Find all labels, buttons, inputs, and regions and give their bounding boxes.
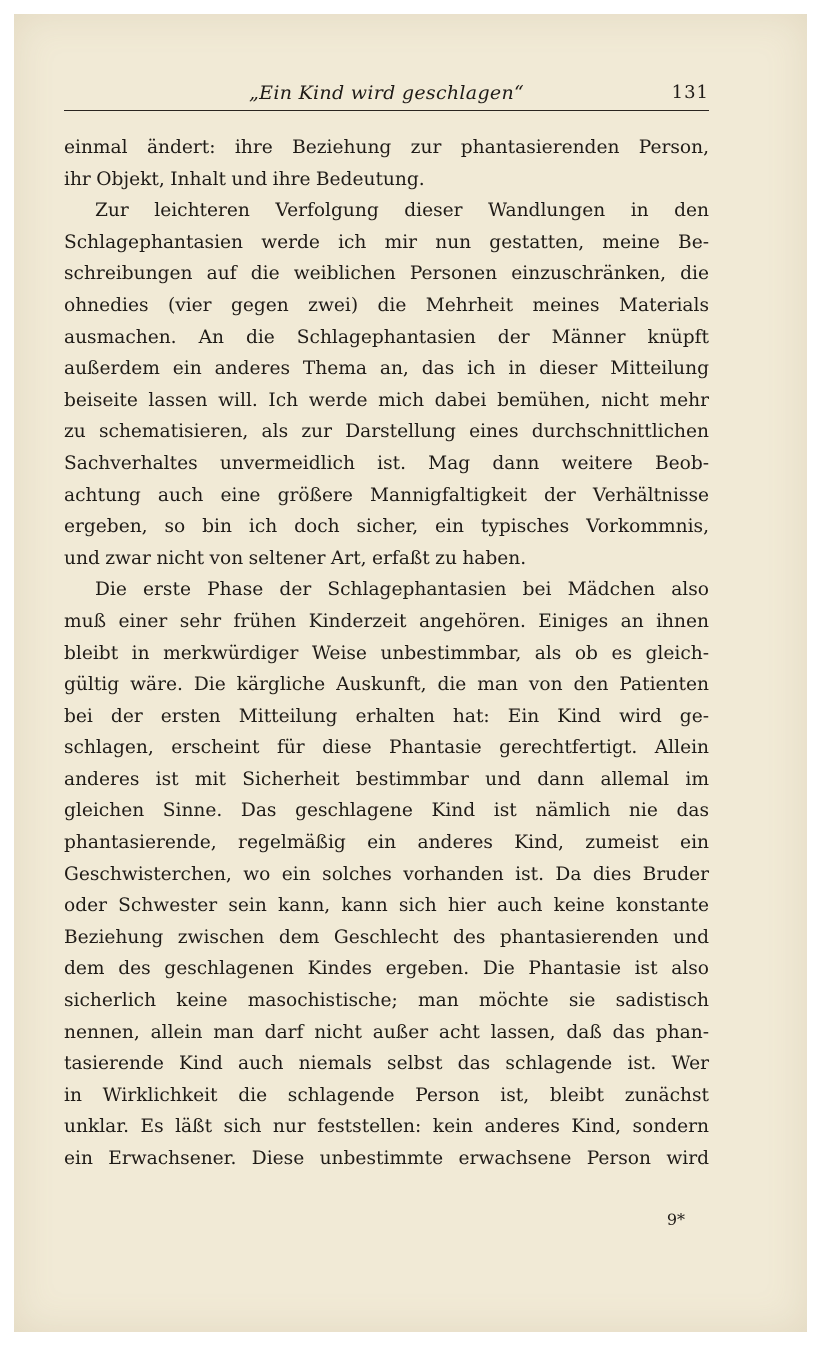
text-line: Die erste Phase der Schlagephantasien bei Mädchen also bbox=[95, 579, 709, 601]
text-line: ein Erwachsener. Diese unbestimmte erwachsene Person wird bbox=[64, 1148, 709, 1169]
text-line: und zwar nicht von seltener Art, erfaßt zu haben. bbox=[64, 547, 527, 569]
text-line: Sachverhaltes unvermeidlich ist. Mag dann weitere Beob- bbox=[64, 452, 709, 474]
text-line: ohnedies (vier gegen zwei) die Mehrheit meines Materials bbox=[64, 294, 709, 316]
text-line: achtung auch eine größere Mannigfaltigkeit der Verhältnisse bbox=[64, 484, 709, 506]
text-line: oder Schwester sein kann, kann sich hier auch keine konstante bbox=[64, 895, 709, 917]
text-line: tasierende Kind auch niemals selbst das schlagende ist. Wer bbox=[64, 1053, 709, 1075]
text-line: außerdem ein anderes Thema an, das ich in dieser Mitteilung bbox=[64, 358, 709, 380]
text-line: schreibungen auf die weiblichen Personen einzuschränken, die bbox=[64, 263, 709, 285]
text-line: einmal ändert: ihre Beziehung zur phantasierenden Person, bbox=[64, 137, 709, 158]
text-line: anderes ist mit Sicherheit bestimmbar und dann allemal im bbox=[64, 768, 709, 790]
text-line: in Wirklichkeit die schlagende Person ist, bleibt zunächst bbox=[64, 1084, 709, 1106]
text-line: phantasierende, regelmäßig ein anderes Kind, zumeist ein bbox=[64, 832, 709, 854]
text-line: sicherlich keine masochistische; man möchte sie sadistisch bbox=[64, 990, 709, 1012]
page-number: 131 bbox=[671, 82, 709, 103]
book-page bbox=[14, 14, 807, 1332]
text-line: ausmachen. An die Schlagephantasien der Männer knüpft bbox=[64, 326, 709, 348]
text-line: Geschwisterchen, wo ein solches vorhanden ist. Da dies Bruder bbox=[64, 863, 709, 885]
text-line: ergeben, so bin ich doch sicher, ein typisches Vorkommnis, bbox=[64, 516, 709, 538]
text-line: Beziehung zwischen dem Geschlecht des phantasierenden und bbox=[64, 926, 709, 948]
text-line: bei der ersten Mitteilung erhalten hat: Ein Kind wird ge- bbox=[64, 705, 709, 727]
running-title: „Ein Kind wird geschlagen“ bbox=[249, 82, 524, 104]
text-line: zu schematisieren, als zur Darstellung eines durchschnittlichen bbox=[64, 421, 709, 443]
text-line: Zur leichteren Verfolgung dieser Wandlungen in den bbox=[95, 200, 709, 222]
text-line: nennen, allein man darf nicht außer acht lassen, daß das phan- bbox=[64, 1021, 709, 1043]
text-line: muß einer sehr frühen Kinderzeit angehören. Einiges an ihnen bbox=[64, 610, 709, 632]
text-line: bleibt in merkwürdiger Weise unbestimmbar, als ob es gleich- bbox=[64, 642, 709, 664]
page-header bbox=[64, 70, 709, 111]
text-line: gleichen Sinne. Das geschlagene Kind ist nämlich nie das bbox=[64, 800, 709, 822]
text-line: schlagen, erscheint für diese Phantasie gerechtfertigt. Allein bbox=[64, 737, 709, 759]
text-line: dem des geschlagenen Kindes ergeben. Die Phantasie ist also bbox=[64, 958, 709, 980]
text-line: Schlagephantasien werde ich mir nun gestatten, meine Be- bbox=[64, 231, 709, 253]
text-line: beiseite lassen will. Ich werde mich dabei bemühen, nicht mehr bbox=[64, 389, 709, 411]
text-line: gültig wäre. Die kärgliche Auskunft, die man von den Patienten bbox=[64, 674, 709, 696]
text-line: unklar. Es läßt sich nur feststellen: kein anderes Kind, sondern bbox=[64, 1116, 709, 1138]
text-line: ihr Objekt, Inhalt und ihre Bedeutung. bbox=[64, 168, 425, 190]
signature-mark: 9* bbox=[666, 1210, 685, 1229]
body-text bbox=[64, 132, 709, 1175]
